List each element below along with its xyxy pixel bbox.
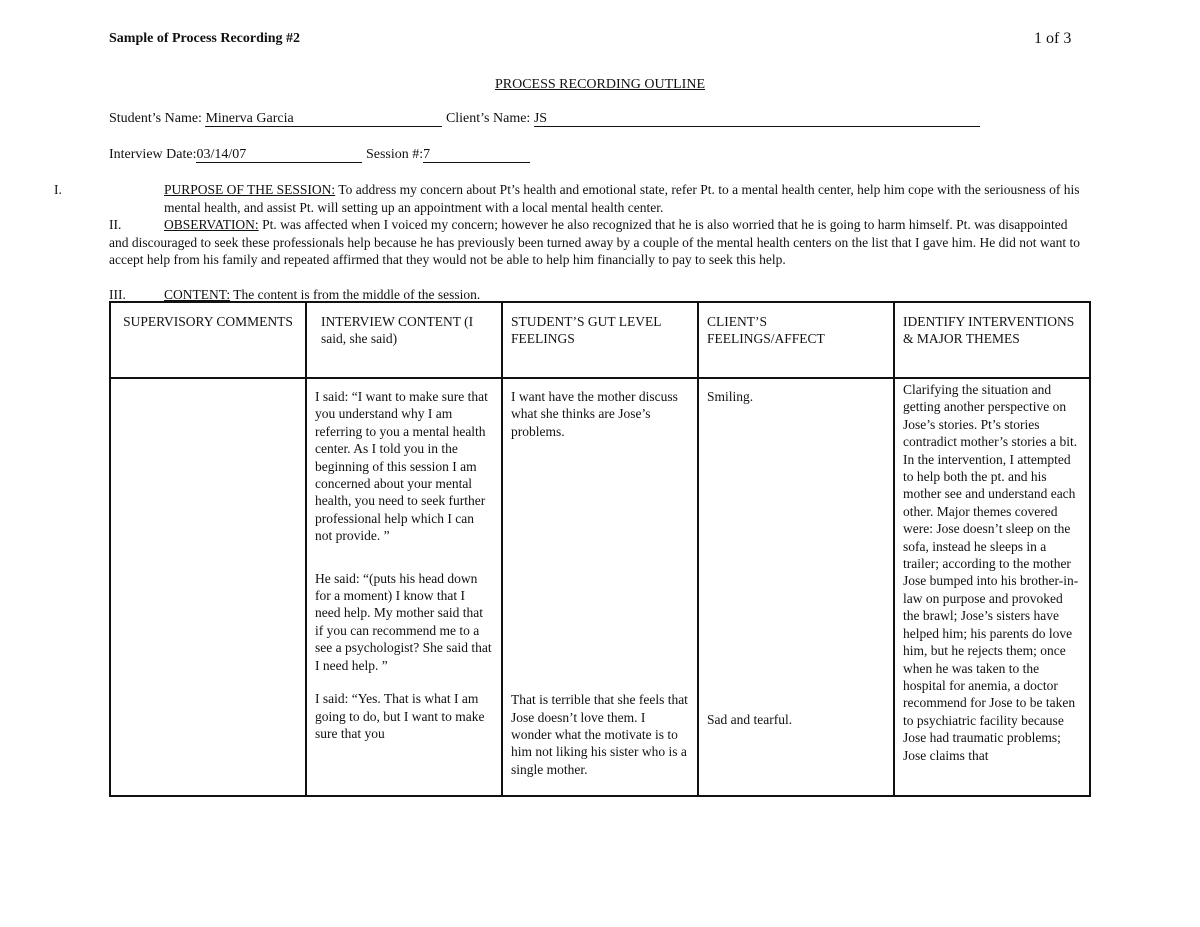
interview-entry: I said: “I want to make sure that you understand why I am referring to you a mental health center. As I told you in the beginning of this session I am concerned about your mental health, you need to seek further professional help which I can not provide. ” [315,389,488,544]
section-text: To address my concern about Pt’s health and emotional state, refer Pt. to a mental health center, help him cope with the seriousness of his mental health, and assist Pt. will setting up an appointment with a local mental health center. [164,182,1080,215]
table-row [110,378,1090,796]
student-client-line [109,111,980,127]
supervisory-comments-cell [110,378,306,796]
section-heading: OBSERVATION: [164,217,259,232]
header-supervisory-comments: SUPERVISORY COMMENTS [110,302,306,378]
section-number: I. [54,182,62,197]
section-purpose [54,181,1089,216]
gut-feeling-entry: That is terrible that she feels that Jose doesn’t love them. I wonder what the motivate is to him not liking his sister who is a single mother. [511,692,688,777]
page-number: 1 of 3 [1034,30,1072,47]
client-feeling-entry: Smiling. [707,389,754,404]
table-header-row [110,302,1090,378]
section-number: II. [109,217,122,232]
client-name-label: Client’s Name: [445,111,534,126]
section-text: Pt. was affected when I voiced my concern; however he also recognized that he is also worried that he is going to harm himself. Pt. was disappointed and discouraged to seek these professionals help because he has previously been turned away by a couple of the mental health centers on the list that I gave him. He did not want to accept help from his family and repeated affirmed that they would not be able to help him financially to pay to seek this help. [109,217,1080,267]
section-heading: PURPOSE OF THE SESSION: [164,182,336,197]
header-interview-content: INTERVIEW CONTENT (I said, she said) [306,302,502,378]
student-name-value: Minerva Garcia [205,112,442,127]
client-feeling-entry: Sad and tearful. [707,712,793,728]
header-interventions: IDENTIFY INTERVENTIONS & MAJOR THEMES [894,302,1090,378]
client-name-value: JS [534,112,980,127]
document-header-title: Sample of Process Recording #2 [109,31,301,46]
process-recording-table [109,301,1091,797]
section-number: III. [109,287,126,302]
interview-date-label: Interview Date: [109,147,197,162]
student-name-label: Student’s Name: [109,111,206,126]
interview-content-cell [306,378,502,796]
header-client-feelings: CLIENT’S FEELINGS/AFFECT [698,302,894,378]
interventions-text: Clarifying the situation and getting another perspective on Jose’s stories. Pt’s stories contradict mother’s stories a bit. In the intervention, I attempted to help both the pt. and his mother see and understand each other. Major themes covered were: Jose doesn’t sleep on the sofa, instead he sleeps in a trailer; according to the mother Jose bumped into his brother-in-law on purpose and provoked the brawl; Jose’s sisters have helped him; his parents do love him, but he rejects them; once when he was taken to the hospital for anemia, a doctor recommend for Jose to be taken to psychiatric facility because Jose had traumatic problems; Jose claims that [903,382,1079,763]
interventions-cell [894,378,1090,796]
interview-date-line [109,147,530,163]
client-feelings-cell [698,378,894,796]
section-observation [109,216,1089,269]
header-gut-feelings: STUDENT’S GUT LEVEL FEELINGS [502,302,698,378]
interview-entry: He said: “(puts his head down for a moment) I know that I need help. My mother said that if you can recommend me to a see a psychologist? She said that I need help. ” [315,570,492,673]
gut-feelings-cell [502,378,698,796]
session-label: Session #: [365,147,424,162]
section-heading: CONTENT: [164,287,231,302]
section-text: The content is from the middle of the session. [230,287,481,302]
session-value: 7 [423,148,530,163]
interview-date-value: 03/14/07 [196,148,362,163]
outline-title: PROCESS RECORDING OUTLINE [494,77,705,92]
gut-feeling-entry: I want have the mother discuss what she thinks are Jose’s problems. [511,389,678,439]
interview-entry: I said: “Yes. That is what I am going to do, but I want to make sure that you [315,691,485,741]
